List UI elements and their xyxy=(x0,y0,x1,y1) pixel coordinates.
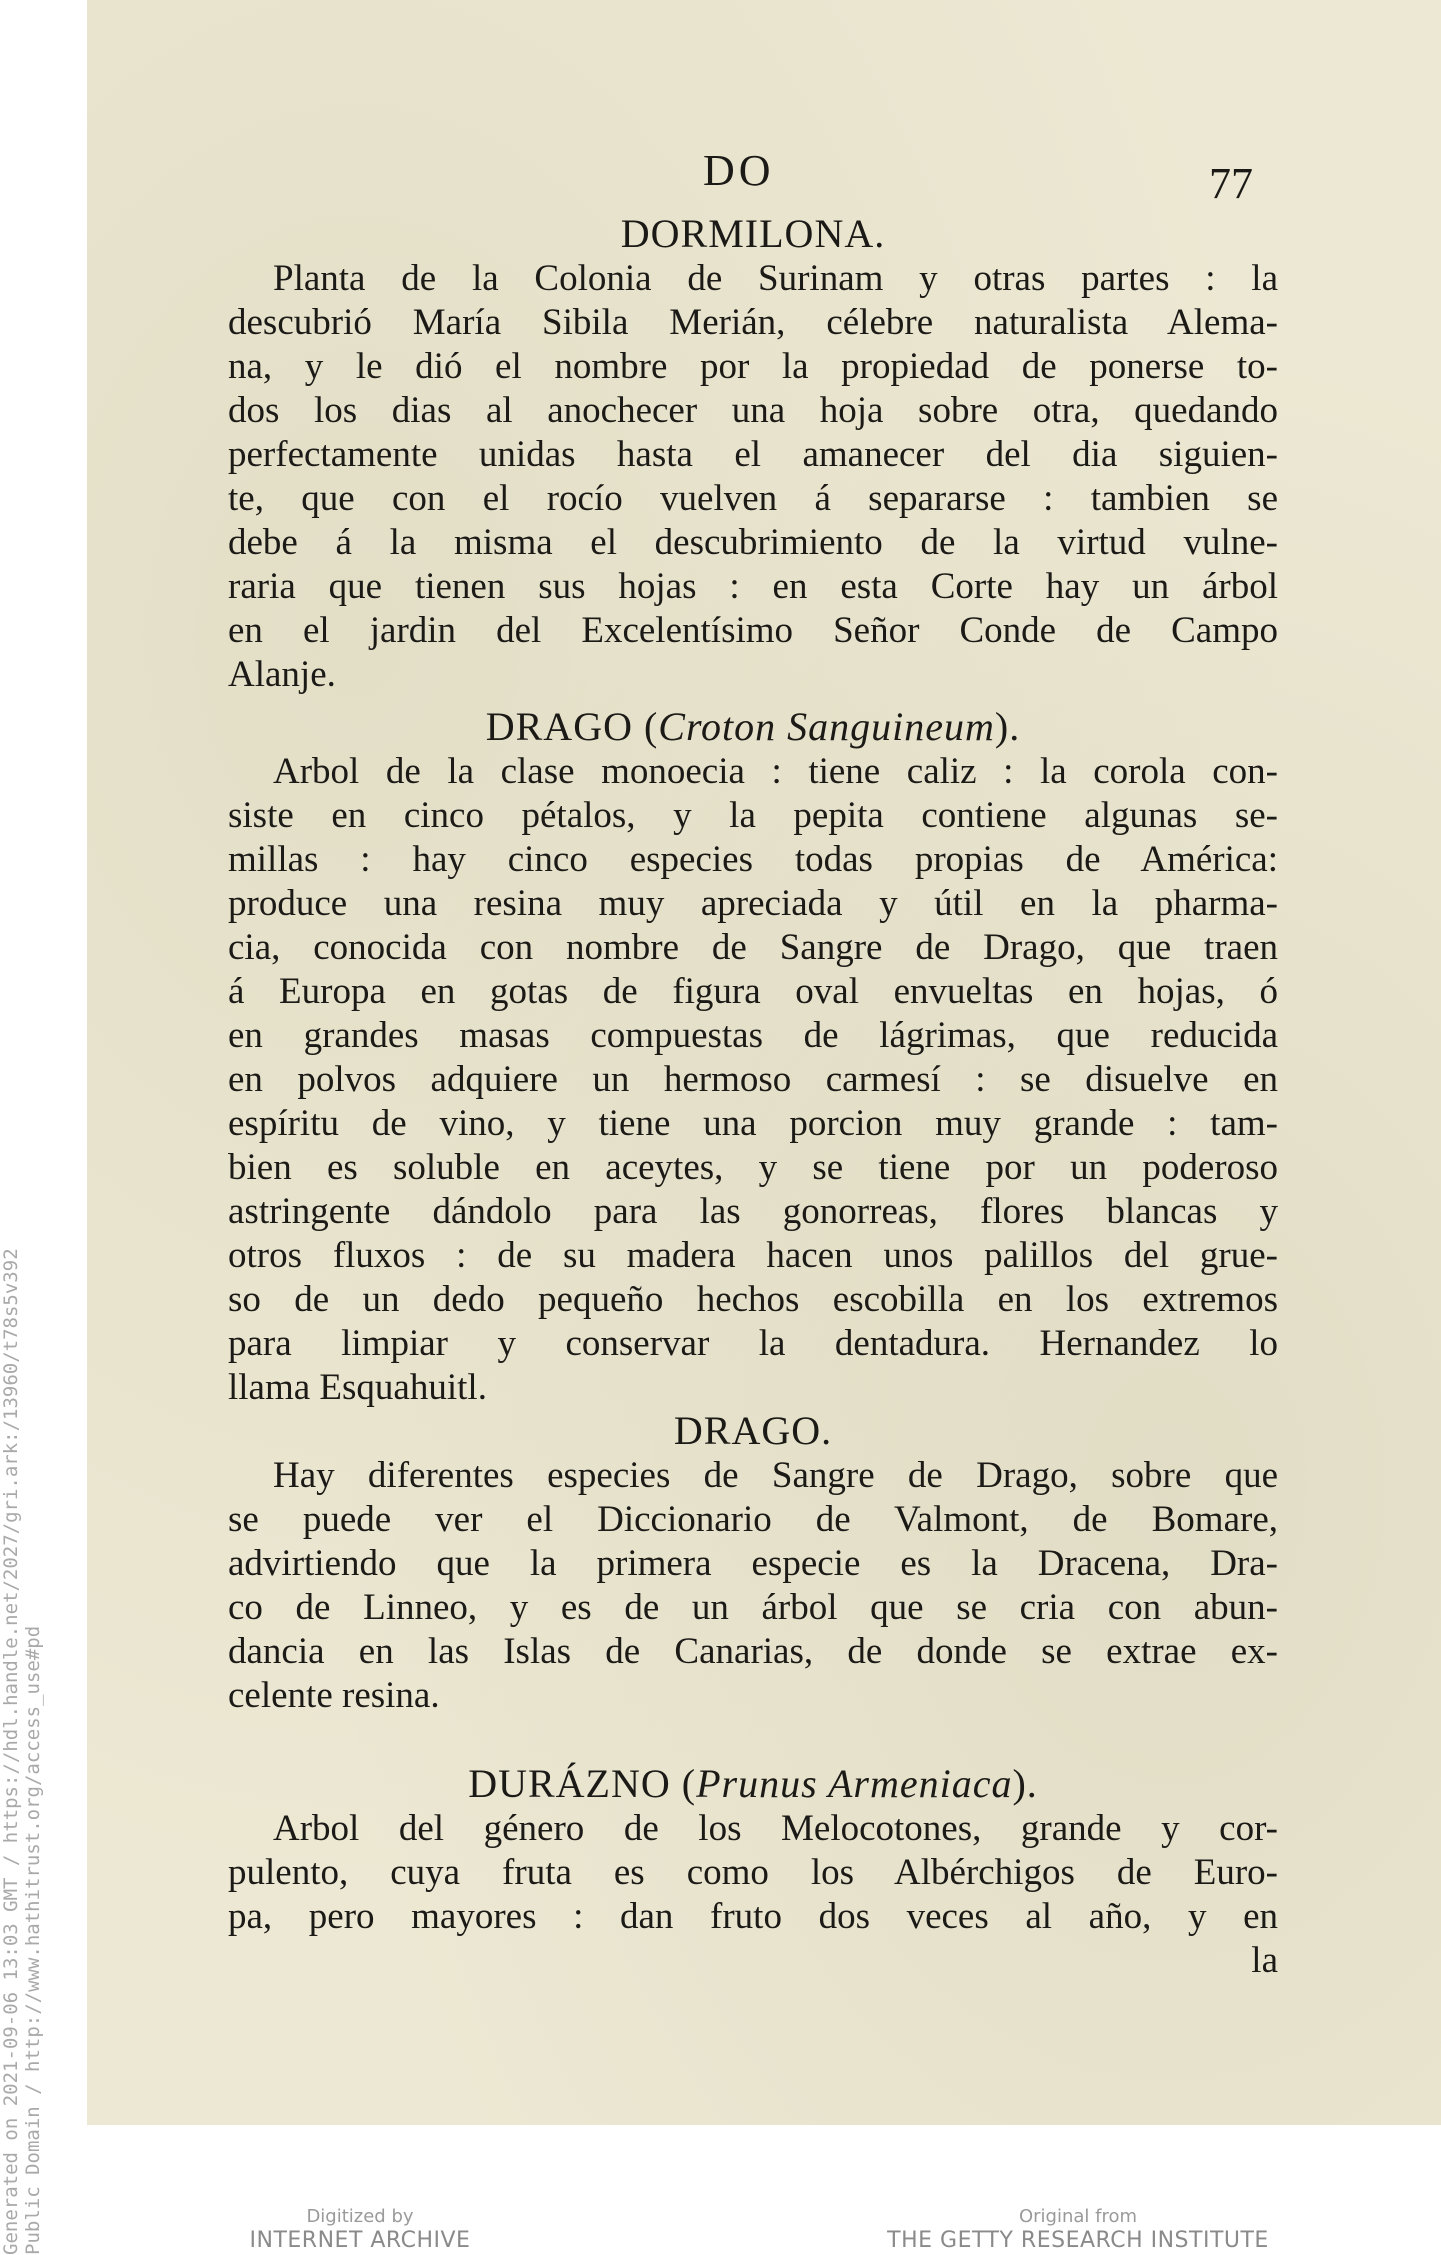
entry-heading: DURÁZNO (Prunus Armeniaca). xyxy=(468,1761,1038,1806)
text-line: Hay diferentes especies de Sangre de Drago, sobre que xyxy=(273,1455,1278,1496)
original-from-label: Original from xyxy=(1018,2206,1138,2227)
text-line: pa, pero mayores : dan fruto dos veces al año, y en xyxy=(228,1896,1278,1937)
text-line: en el jardin del Excelentísimo Señor Conde de Campo xyxy=(228,610,1278,651)
text-line: Arbol de la clase monoecia : tiene caliz : la corola con- xyxy=(273,751,1278,792)
text-line: dancia en las Islas de Canarias, de donde se extrae ex- xyxy=(228,1631,1278,1672)
text-line: se puede ver el Diccionario de Valmont, de Bomare, xyxy=(228,1499,1278,1540)
text-line: llama Esquahuitl. xyxy=(228,1367,487,1408)
text-line: celente resina. xyxy=(228,1675,440,1716)
digitized-by-label: Digitized by xyxy=(306,2206,414,2227)
entry-heading: DRAGO (Croton Sanguineum). xyxy=(485,704,1021,749)
text-line: en polvos adquiere un hermoso carmesí : se disuelve en xyxy=(228,1059,1278,1100)
text-line: bien es soluble en aceytes, y se tiene por un poderoso xyxy=(228,1147,1278,1188)
text-line: co de Linneo, y es de un árbol que se cria con abun- xyxy=(228,1587,1278,1628)
entry-heading: DRAGO. xyxy=(673,1408,833,1453)
text-line: descubrió María Sibila Merián, célebre naturalista Alema- xyxy=(228,302,1278,343)
generation-stamp-line-2: Public Domain / http://www.hathitrust.org/access_use#pd xyxy=(22,1625,44,2255)
text-line: te, que con el rocío vuelven á separarse : tambien se xyxy=(228,478,1278,519)
text-line: Arbol del género de los Melocotones, grande y cor- xyxy=(273,1808,1278,1849)
text-line: siste en cinco pétalos, y la pepita contiene algunas se- xyxy=(228,795,1278,836)
text-line: so de un dedo pequeño hechos escobilla en los extremos xyxy=(228,1279,1278,1320)
text-line: espíritu de vino, y tiene una porcion muy grande : tam- xyxy=(228,1103,1278,1144)
entry-heading: DORMILONA. xyxy=(620,211,886,256)
text-line: en grandes masas compuestas de lágrimas, que reducida xyxy=(228,1015,1278,1056)
text-line: dos los dias al anochecer una hoja sobre otra, quedando xyxy=(228,390,1278,431)
entry-drago xyxy=(228,1408,1278,1718)
text-line: raria que tienen sus hojas : en esta Corte hay un árbol xyxy=(228,566,1278,607)
text-line: otros fluxos : de su madera hacen unos palillos del grue- xyxy=(228,1235,1278,1276)
original-from-value: THE GETTY RESEARCH INSTITUTE xyxy=(887,2228,1269,2253)
text-line: á Europa en gotas de figura oval envueltas en hojas, ó xyxy=(228,971,1278,1012)
text-line: Planta de la Colonia de Surinam y otras partes : la xyxy=(273,258,1278,299)
text-line: produce una resina muy apreciada y útil en la pharma- xyxy=(228,883,1278,924)
text-line: debe á la misma el descubrimiento de la virtud vulne- xyxy=(228,522,1278,563)
running-head: DO xyxy=(703,146,775,195)
catchword: la xyxy=(1251,1940,1278,1981)
text-line: astringente dándolo para las gonorreas, flores blancas y xyxy=(228,1191,1278,1232)
generation-stamp xyxy=(0,1248,44,2255)
text-line: millas : hay cinco especies todas propias de América: xyxy=(228,839,1278,880)
digitized-by-value: INTERNET ARCHIVE xyxy=(249,2228,471,2253)
entry-dormilona xyxy=(228,211,1278,697)
entry-drago-croton xyxy=(228,704,1278,1410)
page-number: 77 xyxy=(1209,159,1253,208)
text-line: na, y le dió el nombre por la propiedad de ponerse to- xyxy=(228,346,1278,387)
text-line: pulento, cuya fruta es como los Albérchigos de Euro- xyxy=(228,1852,1278,1893)
text-line: Alanje. xyxy=(228,654,336,695)
generation-stamp-line-1: Generated on 2021-09-06 13:03 GMT / https://hdl.handle.net/2027/gri.ark:/13960/t78s5v392 xyxy=(0,1248,22,2255)
text-line: advirtiendo que la primera especie es la Dracena, Dra- xyxy=(228,1543,1278,1584)
entry-durazno xyxy=(228,1761,1278,1983)
text-line: para limpiar y conservar la dentadura. Hernandez lo xyxy=(228,1323,1278,1364)
text-line: perfectamente unidas hasta el amanecer del dia siguien- xyxy=(228,434,1278,475)
text-line: cia, conocida con nombre de Sangre de Drago, que traen xyxy=(228,927,1278,968)
